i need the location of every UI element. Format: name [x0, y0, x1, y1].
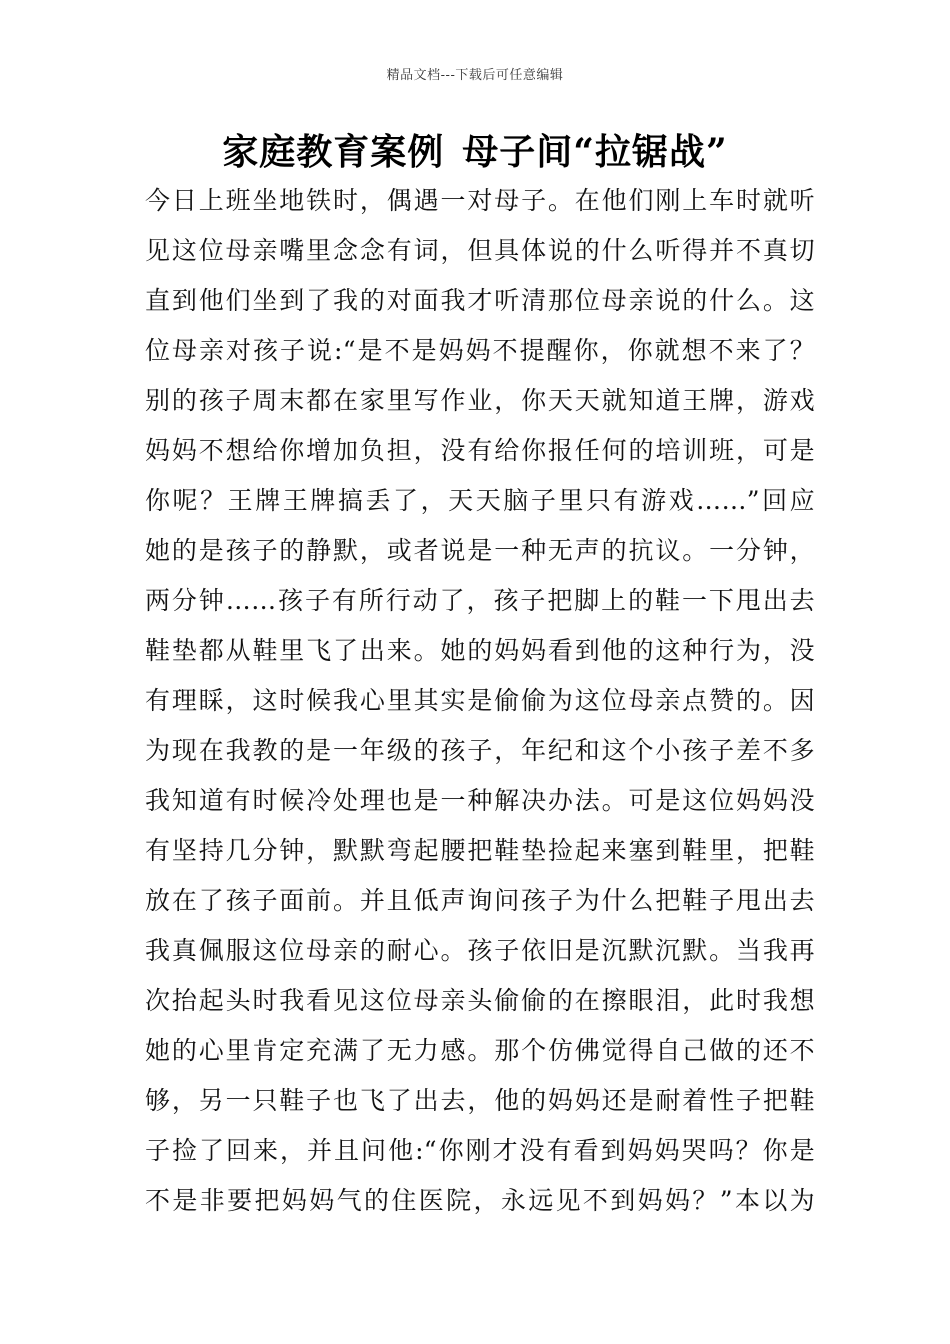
title-part-2: 母子间“拉锯战” — [462, 131, 728, 173]
body-line: 妈妈不想给你增加负担，没有给你报任何的培训班，可是 — [145, 436, 815, 465]
body-line: 今日上班坐地铁时，偶遇一对母子。在他们刚上车时就听 — [145, 186, 815, 215]
body-line: 次抬起头时我看见这位母亲头偷偷的在擦眼泪，此时我想 — [145, 986, 815, 1015]
body-line: 她的心里肯定充满了无力感。那个仿佛觉得自己做的还不 — [145, 1036, 815, 1065]
body-line: 别的孩子周末都在家里写作业，你天天就知道王牌，游戏 — [145, 386, 815, 415]
body-line: 直到他们坐到了我的对面我才听清那位母亲说的什么。这 — [145, 286, 815, 315]
body-line: 够，另一只鞋子也飞了出去，他的妈妈还是耐着性子把鞋 — [145, 1086, 815, 1115]
body-line: 为现在我教的是一年级的孩子，年纪和这个小孩子差不多 — [145, 736, 815, 765]
body-line: 见这位母亲嘴里念念有词，但具体说的什么听得并不真切 — [145, 236, 815, 265]
body-line: 我知道有时候冷处理也是一种解决办法。可是这位妈妈没 — [145, 786, 815, 815]
title-part-1: 家庭教育案例 — [222, 131, 445, 173]
body-line: 鞋垫都从鞋里飞了出来。她的妈妈看到他的这种行为，没 — [145, 636, 815, 665]
header-note: 精品文档---下载后可任意编辑 — [386, 68, 564, 83]
body-line: 两分钟……孩子有所行动了，孩子把脚上的鞋一下甩出去 — [145, 586, 815, 615]
body-line: 你呢？王牌王牌搞丢了，天天脑子里只有游戏……”回应 — [145, 486, 815, 515]
body-line: 子捡了回来，并且问他:“你刚才没有看到妈妈哭吗？你是 — [145, 1136, 815, 1165]
document-body — [145, 176, 815, 1226]
body-line: 有理睬，这时候我心里其实是偷偷为这位母亲点赞的。因 — [145, 686, 815, 715]
body-line: 我真佩服这位母亲的耐心。孩子依旧是沉默沉默。当我再 — [145, 936, 815, 965]
body-line: 她的是孩子的静默，或者说是一种无声的抗议。一分钟， — [145, 536, 815, 565]
body-line: 有坚持几分钟，默默弯起腰把鞋垫捡起来塞到鞋里，把鞋 — [145, 836, 815, 865]
document-title — [0, 124, 950, 175]
body-line: 位母亲对孩子说:“是不是妈妈不提醒你，你就想不来了？ — [145, 336, 815, 365]
body-line: 不是非要把妈妈气的住医院，永远见不到妈妈？”本以为 — [145, 1186, 815, 1215]
body-line: 放在了孩子面前。并且低声询问孩子为什么把鞋子甩出去 — [145, 886, 815, 915]
